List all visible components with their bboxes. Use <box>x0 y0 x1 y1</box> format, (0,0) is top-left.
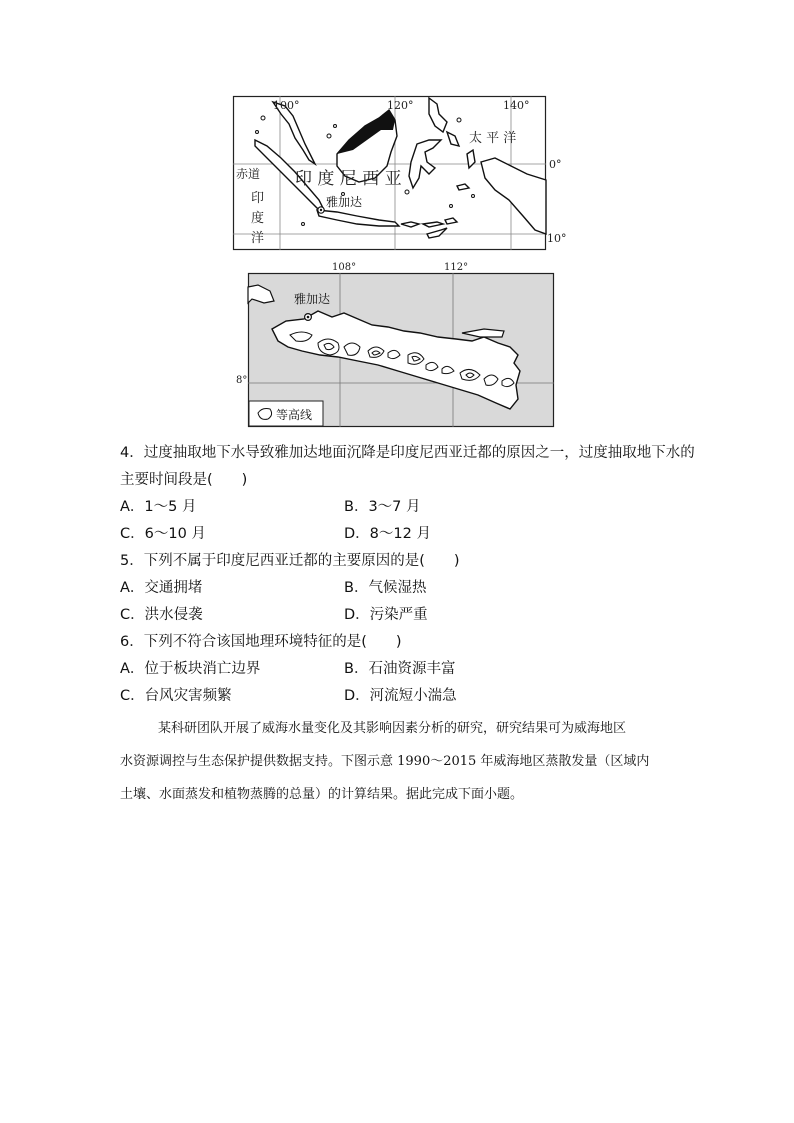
indonesia-label: 印 度 尼 西 亚 <box>295 169 402 189</box>
equator-label: 赤道 <box>236 167 261 181</box>
question-6-option-a: A．位于板块消亡边界 <box>120 661 261 677</box>
lon-label-100: 100° <box>273 99 300 112</box>
question-6-option-c: C．台风灾害频繁 <box>120 688 232 704</box>
question-4-option-d: D．8～12 月 <box>344 526 431 542</box>
lon-label-120: 120° <box>387 99 414 112</box>
question-4-option-a: A．1～5 月 <box>120 499 197 515</box>
jakarta-label: 雅加达 <box>294 292 331 306</box>
question-4-option-b: B．3～7 月 <box>344 499 421 515</box>
passage-line-3: 土壤、水面蒸发和植物蒸腾的总量）的计算结果。据此完成下面小题。 <box>120 787 524 802</box>
pacific-ocean-label: 太 平 洋 <box>469 131 517 146</box>
passage <box>120 712 680 811</box>
question-5-option-c: C．洪水侵袭 <box>120 607 203 623</box>
lat-label-8: 8° <box>236 375 248 386</box>
jakarta-label: 雅加达 <box>326 195 363 209</box>
question-6-option-d: D．河流短小湍急 <box>344 688 457 704</box>
question-4-stem-line2: 主要时间段是( ) <box>120 472 248 488</box>
contour-legend-icon <box>258 409 272 420</box>
question-5-option-d: D．污染严重 <box>344 607 428 623</box>
question-5-option-b: B．气候湿热 <box>344 580 427 596</box>
lat-label-0: 0° <box>549 158 562 171</box>
indian-ocean-label-3: 洋 <box>251 231 265 246</box>
java-detail-map <box>236 262 554 427</box>
lon-label-108: 108° <box>332 262 357 273</box>
passage-line-1: 某科研团队开展了威海水量变化及其影响因素分析的研究，研究结果可为威海地区 <box>158 721 627 736</box>
lat-label-10: 10° <box>547 232 567 245</box>
question-4-stem-line1: 4．过度抽取地下水导致雅加达地面沉降是印度尼西亚迁都的原因之一，过度抽取地下水的 <box>120 445 695 461</box>
lon-label-112: 112° <box>444 262 469 273</box>
indian-ocean-label-2: 度 <box>251 211 265 226</box>
indian-ocean-label-1: 印 <box>251 191 265 206</box>
question-5-option-a: A．交通拥堵 <box>120 580 203 596</box>
lon-label-140: 140° <box>503 99 530 112</box>
indonesia-overview-map <box>233 96 567 250</box>
map-legend <box>249 401 323 426</box>
question-5-stem: 5．下列不属于印度尼西亚迁都的主要原因的是( ) <box>120 553 460 569</box>
passage-line-2: 水资源调控与生态保护提供数据支持。下图示意 1990～2015 年威海地区蒸散发量（区域内 <box>120 754 650 769</box>
question-6-option-b: B．石油资源丰富 <box>344 661 456 677</box>
legend-label: 等高线 <box>276 408 313 422</box>
question-6-stem: 6．下列不符合该国地理环境特征的是( ) <box>120 634 402 650</box>
question-4-option-c: C．6～10 月 <box>120 526 206 542</box>
